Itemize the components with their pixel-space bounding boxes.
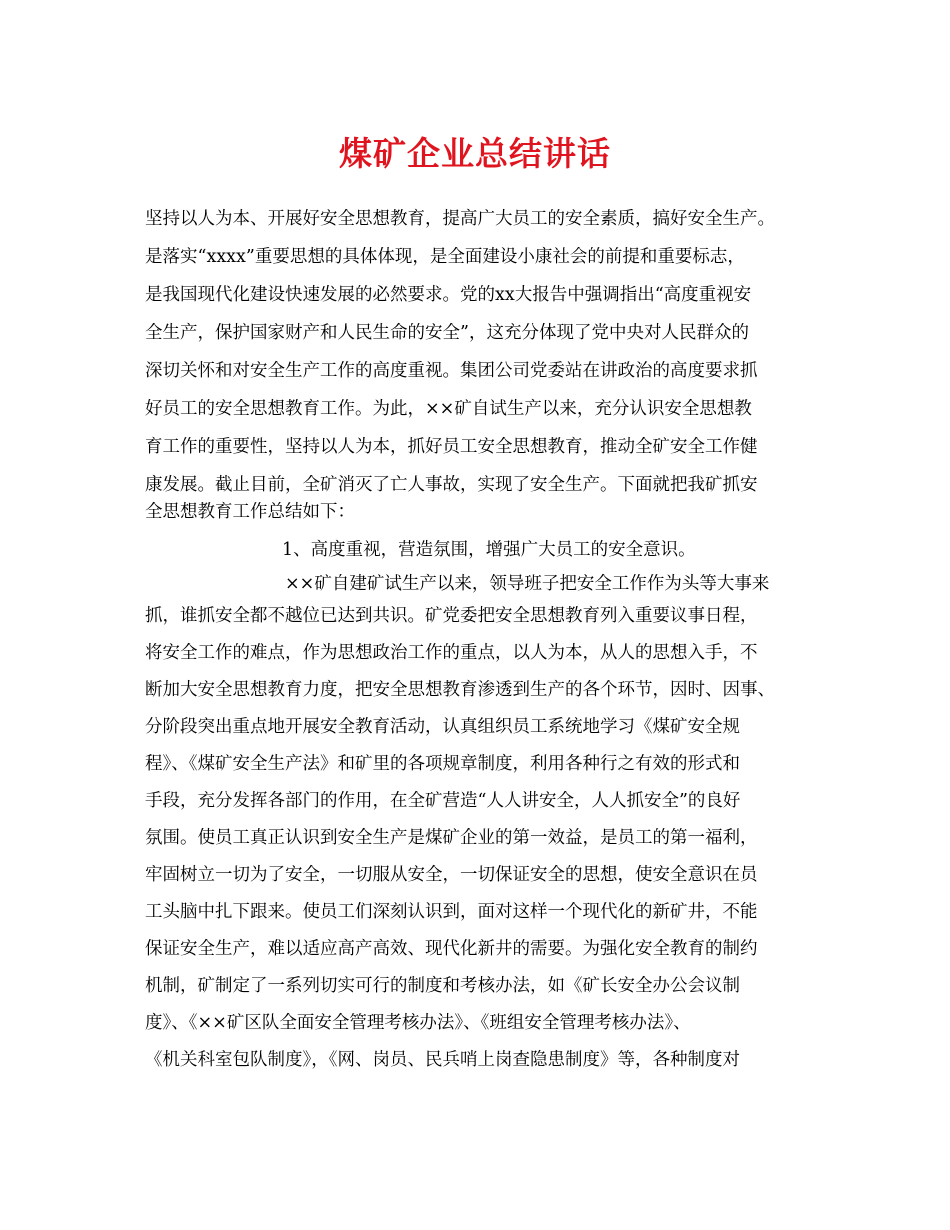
body-line: 保证安全生产，难以适应高产高效、现代化新井的需要。为强化安全教育的制约	[145, 939, 758, 959]
body-line: 将安全工作的难点，作为思想政治工作的重点，以人为本，从人的思想入手，不	[145, 643, 758, 663]
body-line: 断加大安全思想教育力度，把安全思想教育渗透到生产的各个环节，因时、因事、	[145, 680, 775, 700]
body-line: 牢固树立一切为了安全，一切服从安全，一切保证安全的思想，使安全意识在员	[145, 865, 758, 885]
body-line: 全思想教育工作总结如下：	[145, 502, 355, 522]
body-line: ××矿自建矿试生产以来，领导班子把安全工作作为头等大事来	[285, 574, 770, 594]
body-line: 手段，充分发挥各部门的作用，在全矿营造“人人讲安全，人人抓安全”的良好	[145, 791, 741, 811]
body-line: 机制，矿制定了一系列切实可行的制度和考核办法，如《矿长安全办公会议制	[145, 976, 740, 996]
body-line: 分阶段突出重点地开展安全教育活动，认真组织员工系统地学习《煤矿安全规	[145, 717, 740, 737]
body-line: 度》、《××矿区队全面安全管理考核办法》、《班组安全管理考核办法》、	[145, 1013, 691, 1033]
body-line: 工头脑中扎下跟来。使员工们深刻认识到，面对这样一个现代化的新矿井，不能	[145, 902, 758, 922]
body-line: 深切关怀和对安全生产工作的高度重视。集团公司党委站在讲政治的高度要求抓	[145, 361, 758, 381]
body-line: 程》、《煤矿安全生产法》和矿里的各项规章制度，利用各种行之有效的形式和	[145, 754, 740, 774]
body-line: 康发展。截止目前，全矿消灭了亡人事故，实现了安全生产。下面就把我矿抓安	[145, 475, 758, 495]
body-line: 抓，谁抓安全都不越位已达到共识。矿党委把安全思想教育列入重要议事日程，	[145, 606, 758, 626]
body-line: 好员工的安全思想教育工作。为此，××矿自试生产以来，充分认识安全思想教	[145, 399, 752, 419]
body-line: 是落实“xxxx”重要思想的具体体现，是全面建设小康社会的前提和重要标志，	[145, 247, 745, 267]
body-line: 坚持以人为本、开展好安全思想教育，提高广大员工的安全素质，搞好安全生产。	[145, 209, 775, 229]
section-heading: 1、高度重视，营造氛围，增强广大员工的安全意识。	[282, 540, 696, 560]
body-line: 是我国现代化建设快速发展的必然要求。党的xx大报告中强调指出“高度重视安	[145, 285, 752, 305]
body-line: 育工作的重要性，坚持以人为本，抓好员工安全思想教育，推动全矿安全工作健	[145, 437, 758, 457]
body-line: 全生产，保护国家财产和人民生命的安全”，这充分体现了党中央对人民群众的	[145, 323, 749, 343]
document-title: 煤矿企业总结讲话	[339, 134, 611, 173]
body-line: 《机关科室包队制度》，《网、岗员、民兵哨上岗查隐患制度》等，各种制度对	[145, 1050, 740, 1070]
body-line: 氛围。使员工真正认识到安全生产是煤矿企业的第一效益，是员工的第一福利，	[145, 828, 758, 848]
